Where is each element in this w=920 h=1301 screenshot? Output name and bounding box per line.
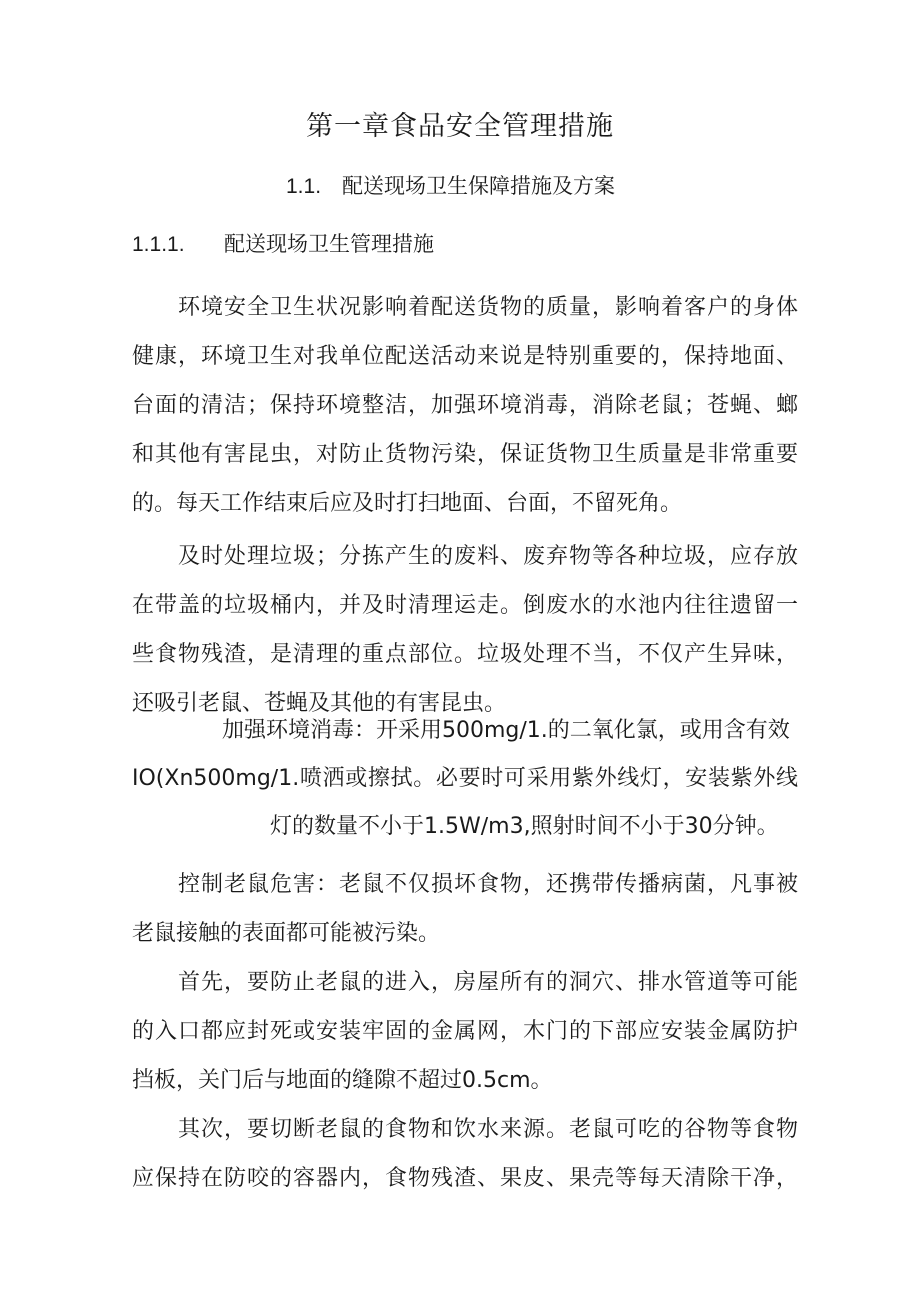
text-line: 的入口都应封死或安装牢固的金属网，木门的下部应安装金属防护 — [132, 1019, 798, 1044]
text-line: 其次，要切断老鼠的食物和饮水来源。老鼠可吃的谷物等食物 — [178, 1117, 798, 1142]
text-line: 和其他有害昆虫，对防止货物污染，保证货物卫生质量是非常重要 — [132, 442, 798, 467]
text-line: 些食物残渣，是清理的重点部位。垃圾处理不当，不仅产生异味， — [132, 642, 798, 667]
section-number: 1.1. — [286, 175, 322, 198]
subsection-heading — [132, 228, 434, 258]
text-line: 挡板，关门后与地面的缝隙不超过0.5cm。 — [132, 1068, 553, 1093]
text-line: 在带盖的垃圾桶内，并及时清理运走。倒废水的水池内往往遗留一 — [132, 593, 798, 618]
text-line: 应保持在防咬的容器内，食物残渣、果皮、果壳等每天清除干净， — [132, 1166, 798, 1191]
paragraph-prevent-entry — [132, 958, 798, 1105]
text-line: 控制老鼠危害：老鼠不仅损坏食物，还携带传播病菌，凡事被 — [178, 872, 798, 897]
section-title: 配送现场卫生保障措施及方案 — [342, 174, 615, 198]
text-line: 及时处理垃圾；分拣产生的废料、废弃物等各种垃圾，应存放 — [178, 544, 798, 569]
text-line: 还吸引老鼠、苍蝇及其他的有害昆虫。 — [132, 691, 507, 716]
text-line-disinfection-1: 加强环境消毒：开采用500mg∕1.的二氧化氯，或用含有效 — [222, 718, 790, 743]
text-line: 老鼠接触的表面都可能被污染。 — [132, 921, 441, 946]
subsection-number: 1.1.1. — [132, 233, 185, 256]
text-line: 的。每天工作结束后应及时打扫地面、台面，不留死角。 — [132, 491, 683, 516]
text-line: 首先，要防止老鼠的进入，房屋所有的洞穴、排水管道等可能 — [178, 970, 798, 995]
text-line: 健康，环境卫生对我单位配送活动来说是特别重要的，保持地面、 — [132, 344, 798, 369]
text-line: 环境安全卫生状况影响着配送货物的质量，影响着客户的身体 — [178, 295, 798, 320]
subsection-title: 配送现场卫生管理措施 — [224, 232, 434, 256]
paragraph-environment-hygiene — [132, 283, 798, 528]
section-heading — [286, 170, 615, 200]
paragraph-rodent-control — [132, 860, 798, 958]
text-line: 台面的清洁；保持环境整洁，加强环境消毒，消除老鼠；苍蝇、螂 — [132, 393, 798, 418]
text-line-disinfection-2: IO(Xn500mg∕1.喷洒或擦拭。必要时可采用紫外线灯，安装紫外线 — [132, 766, 798, 791]
text-line-disinfection-3: 灯的数量不小于1.5W∕m3,照射时间不小于30分钟。 — [270, 814, 779, 839]
paragraph-cut-food-source — [132, 1105, 798, 1203]
chapter-title: 第一章食品安全管理措施 — [306, 111, 614, 142]
paragraph-garbage-handling — [132, 532, 798, 728]
